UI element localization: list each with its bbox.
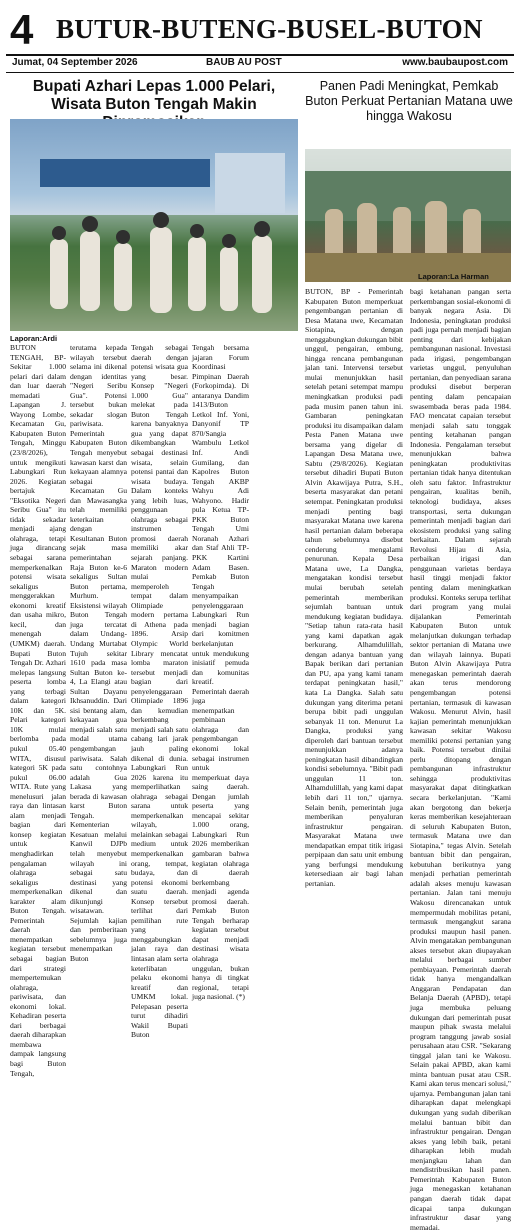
story-a-column-4: Tengah bersama jajaran Forum Koordinasi Pimpinan Daerah (Forkopimda). Di antaranya Dandim 1413/Buton Letkol Inf. Yoni, Danyonif TP 870/Sangia Wambulu Letkol Inf. Andi Gumilang, dan Kapolres Buton Tengah AKBP Wahyu Adi Wahyono. Hadir pula Ketua TP-PKK Buton Tengah Umi Noranah Azhari dan Staf Ahli TP-PKK Kartini Adam Basen. Pemkab Buton Tengah menyampaikan penyelenggaraan Labungkari Run menjadi bagian dari komitmen berkelanjutan untuk mendukung inisiatif pemuda dan komunitas kreatif. Pemerintah daerah juga menempatkan pembinaan olahraga dan pengembangan ekonomi lokal sebagai instrumen untuk memperkuat daya saing daerah. Dengan jumlah peserta yang mencapai sekitar 1.000 orang, Labungkari Run 2026 memberikan gambaran bahwa kegiatan olahraga di daerah berkembang menjadi agenda promosi daerah. Pemkab Buton Tengah berharap kegiatan tersebut dapat menjadi destinasi wisata olahraga unggulan, bukan hanya di tingkat regional, tetapi juga nasional. (*) (192, 343, 249, 1002)
dateline-bar (6, 54, 514, 73)
page-section-title: BUTUR-BUTENG-BUSEL-BUTON (56, 14, 483, 44)
story-b-column-1: BUTON, BP - Pemerintah Kabupaten Buton memperkuat pengembangan pertanian di Desa Matana uwe, Kecamatan Siotapina, dengan menggabungkan dukungan bibit unggul, pengairan, embung, hingga rencana pembangunan jalan tani. Intervensi tersebut mulai menunjukkan hasil setelah petani setempat mampu meningkatkan produksi padi pada musim panen tahun ini. Gambaran peningkatan produksi itu disampaikan dalam Pesta Panen Matana uwe bersama yang digelar di Lapangan Desa Matana uwe, Sabtu (29/8/2026). Kegiatan tersebut dihadiri Bupati Buton Alvin Akawijaya Putra, S.H., beserta masyarakat dan petani setempat. Peningkatan produksi menjadi penting bagi masyarakat Matana uwe karena hasil pertanian dalam beberapa tahun sebelumnya disebut cenderung mengalami penurunan. Kepala Desa Matana uwe, La Dangka, mengatakan kondisi tersebut mulai berubah setelah pemerintah memberikan sejumlah bantuan untuk mendukung kegiatan budidaya. "Setiap tahun rata-rata hasil yang kami dapatkan agak berkurang. Alhamdulillah, dengan adanya bantuan yang Bapak berikan dari pertanian dan PU, apa yang kami tanam terdapat peningkatan hasil," kata La Dangka. Salah satu dukungan yang diterima petani berupa bibit padi unggulan sebanyak 11 ton. Menurut La Dangka, produksi yang diperoleh dari bantuan tersebut menunjukkan adanya peningkatan hasil dibandingkan kondisi sebelumnya. "Bibit padi unggulan 11 ton. Alhamdulillah, yang kami dapat lebih dari 11 ton," ujarnya. Selain benih, pemerintah juga memberikan penyaluran infrastruktur pengairan. Masyarakat Matana uwe mendapatkan empat titik irigasi perpipaan dan satu unit embung yang berfungsi mendukung ketersediaan air bagi lahan pertanian. (305, 287, 403, 888)
story-a-column-1: BUTON TENGAH, BP- Sekitar 1.000 pelari dari dalam dan luar daerah memadati Lapangan J. Wayong Lombe, Kecamatan Gu, Kabupaten Buton Tengah, Minggu (23/8/2026), untuk mengikuti Labungkari Run 2026. Kegiatan bertajuk "Eksotika Negeri Seribu Gua" itu tidak sekadar menjadi ajang olahraga, tetapi juga dirancang sebagai sarana memperkenalkan potensi wisata sekaligus menggerakkan ekonomi kreatif dan usaha mikro, kecil, dan menengah (UMKM) daerah. Bupati Buton Tengah Dr. Azhari melepas langsung peserta lomba yang terbagi dalam kategori 10K dan 5K. Pelari kategori 10K mulai berlomba pada pukul 05.40 WITA, disusul kategori 5K pada pukul 06.00 WITA. Rute yang menelusuri jalan raya dan lintasan alam menjadi bagian dari konsep kegiatan untuk menghadirkan pengalaman olahraga sekaligus memperkenalkan karakter alam Buton Tengah. Pemerintah daerah menempatkan kegiatan tersebut sebagai bagian dari strategi mempertemukan olahraga, pariwisata, dan ekonomi lokal. Kehadiran peserta dari berbagai daerah diharapkan membawa dampak langsung bagi Buton Tengah, (10, 343, 66, 1078)
photo-panen-padi (305, 149, 511, 282)
photo-labungkari-run (10, 119, 298, 331)
publisher-name: BAUB AU POST (206, 57, 282, 68)
photo-labungkari-run-graphic (10, 119, 298, 331)
photo-caption-b: Laporan:La Harman (418, 272, 489, 281)
story-b-column-2: bagi ketahanan pangan serta perkembangan sosial-ekonomi di banyak negara Asia. Di Indonesia, peningkatan produksi padi juga pernah menjadi bagian penting dari kebijakan pembangunan nasional. Investasi pada irigasi, pengembangan varietas unggul, penyuluhan pertanian, dan penyediaan sarana produksi disebut berperan penting dalam pencapaian swasembada beras pada 1984. FAO mencatat capaian tersebut menjadi salah satu tonggak penting ketahanan pangan Indonesia. Pengalaman tersebut menunjukkan bahwa peningkatan produktivitas pertanian tidak hanya ditentukan oleh satu faktor. Infrastruktur pengairan, kualitas benih, teknologi budidaya, akses transportasi, serta dukungan pemerintah menjadi bagian dari ekosistem produksi yang saling berkaitan. Dalam sejarah Revolusi Hijau di Asia, perbaikan irigasi dan penggunaan varietas berdaya hasil tinggi menjadi faktor penting dalam meningkatkan produksi. Konteks serupa terlihat dari program yang mulai dijalankan Pemerintah Kabupaten Buton untuk melanjutkan dukungan terhadap sektor pertanian di Matana uwe dan wilayah lainnya. Bupati Buton Alvin Akawijaya Putra menegaskan pemerintah daerah akan terus mendorong pengembangan potensi pertanian, termasuk di kawasan Wakosu. Menurut Alvin, hasil kajian pemerintah menunjukkan kawasan sekitar Wakosu memiliki potensi pertanian yang baik. Potensi tersebut dinilai perlu ditopang dengan pembangunan infrastruktur sehingga produktivitas masyarakat dapat ditingkatkan secara berkelanjutan. "Kami akan bergotong dan bekerja keras memberikan kesejahteraan di seluruh Kabupaten Buton, termasuk Matana uwe dan Siotapina," tegas Alvin. Setelah bantuan bibit dan pengairan, kebutuhan berikutnya yang menjadi perhatian pemerintah adalah akses menuju kawasan pertanian. Jalan tani menuju Wakosu direncanakan untuk mempermudah mobilitas petani, termasuk mengangkut sarana produksi maupun hasil panen. Alvin mengatakan pembangunan akses tersebut akan diupayakan melalui berbagai sumber pembiayaan. Pemerintah daerah tidak hanya mengandalkan Anggaran Pendapatan dan Belanja Daerah (APBD), tetapi juga membuka peluang dukungan dari pemerintah pusat maupun pihak swasta melalui program tanggung jawab sosial perusahaan atau CSR. "Sekarang tinggal jalan tani ke Wakosu. Selain pakai APBD, akan kami minta bantuan pusat atau CSR. Kami akan terus mencari solusi," ujarnya. Pembangunan jalan tani diharapkan dapat melengkapi dukungan yang sudah diberikan melalui bantuan bibit dan infrastruktur pengairan. Dengan akses yang lebih baik, petani diharapkan lebih mudah menjangkau lahan dan mendistribusikan hasil panen. Pemerintah Kabupaten Buton juga menegaskan ketahanan pangan daerah tidak dapat dicapai tanpa dukungan infrastruktur dasar yang memadai. (410, 287, 511, 1232)
headline-panen-padi: Panen Padi Meningkat, Pemkab Buton Perkuat Pertanian Matana uwe hingga Wakosu (305, 79, 513, 123)
photo-caption-a: Laporan:Ardi (10, 334, 58, 343)
headline-bupati-azhari: Bupati Azhari Lepas 1.000 Pelari, Wisata Buton Tengah Makin (32, 78, 276, 113)
stage-banner (40, 159, 210, 187)
masthead (6, 4, 510, 52)
photo-panen-padi-graphic (305, 149, 511, 282)
story-a-column-3: Tengah sebagai daerah dengan potensi wisata gua yang besar. Konsep "Negeri 1.000 Gua" melekat pada Buton Tengah karena banyaknya gua yang dapat dikembangkan sebagai destinasi wisata, selain potensi pantai dan wisata budaya. Dalam konteks yang lebih luas, penggunaan olahraga sebagai instrumen promosi daerah memiliki akar sejarah panjang. Maraton modern mulai memperoleh tempat dalam Olimpiade modern pertama di Athena pada 1896. Arsip Olympic World Library mencatat lomba maraton tersebut menjadi bagian dari penyelenggaraan Olimpiade 1896 dan kemudian berkembang menjadi salah satu cabang lari jarak jauh paling dikenal di dunia. Labungkari Run 2026 karena itu memperlihatkan olahraga sebagai sarana untuk memperkenalkan wilayah, melainkan sebagai medium untuk memperkenalkan orang, tempat, budaya, dan potensi ekonomi suatu daerah. Konsep tersebut terlihat dari pemilihan rute yang menggabungkan jalan raya dan lintasan alam serta keterlibatan pelaku ekonomi kreatif dan UMKM lokal. Pelepasan peserta turut dihadiri Wakil Bupati Buton (131, 343, 188, 1040)
website-link[interactable]: www.baubaupost.com (402, 57, 508, 68)
event-banner (305, 149, 511, 171)
issue-date: Jumat, 04 September 2026 (12, 57, 138, 68)
stage-screen (215, 153, 285, 213)
story-a-column-2: terutama kepada wilayah tersebut selama ini dikenal dengan identitas "Negeri Seribu Gua". Potensi tersebut bukan sekadar slogan pariwisata. Pemerintah Kabupaten Buton Tengah menyebut kawasan karst dan kekayaan alamnya sebagai Kecamatan Gu dan Mawasangka telah memiliki keterkaitan dengan Kesultanan Buton sejak masa pemerintahan Raja Buton ke-6 sekaligus Sultan Buton pertama, Murhum. Eksistensi wilayah Buton Tengah juga tercatat dalam Undang-Undang Murtabat Tujuh sekitar 1610 pada masa Sultan Buton ke-4, La Elangi atau Sultan Dayanu Ikhsanuddin. Dari sisi bentang alam, kekayaan gua menjadi salah satu modal utama pengembangan pariwisata. Salah satu contohnya adalah Gua Lakasa yang berada di kawasan karst Buton Tengah. Kementerian Kesatuan melalui Kanwil DJPb telah menyebut wilayah ini sebagai satu destinasi yang dikenal dan dikunjungi wisatawan. Sejumlah kajian dan pemberitaan sebelumnya juga menempatkan Buton (70, 343, 127, 963)
page-number: 4 (10, 6, 34, 53)
